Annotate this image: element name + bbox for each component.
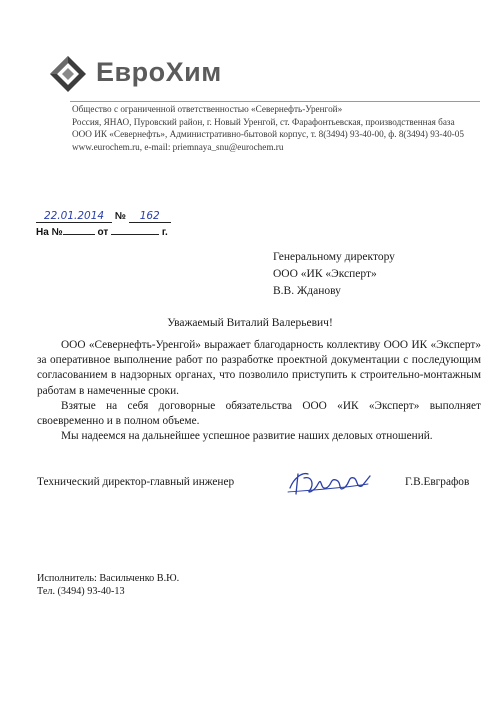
letter-body [37,338,481,444]
year-label: г. [161,227,168,238]
in-reply-label: На № [36,227,63,238]
letterhead-divider [70,101,480,102]
body-paragraph: ООО «Севернефть-Уренгой» выражает благодарность коллективу ООО ИК «Эксперт» за оперативное выполнение работ по разработке проектной документации с последующим согласованием в надзорных органах, что позволило приступить к строительно-монтажным работам в намеченные сроки. [37,339,481,397]
signatory-name: Г.В.Евграфов [405,476,470,488]
company-web-line: www.eurochem.ru, e-mail: priemnaya_snu@eurochem.ru [72,141,284,152]
addressee-name: В.В. Жданову [273,285,341,297]
number-sign: № [114,211,126,222]
body-paragraph: Взятые на себя договорные обязательства ООО «ИК «Эксперт» выполняет своевременно и в полном объеме. [37,399,481,428]
eurochem-logo-icon [48,54,88,94]
company-name-line: Общество с ограниченной ответственностью «Севернефть-Уренгой» [72,104,343,114]
outgoing-date: 22.01.2014 [36,210,112,223]
addressee-company: ООО «ИК «Эксперт» [273,268,377,280]
logo-wordmark: ЕвроХим [96,57,222,87]
salutation: Уважаемый Виталий Валерьевич! [167,317,333,329]
outgoing-reference [36,210,171,238]
body-paragraph: Мы надеемся на дальнейшее успешное развитие наших деловых отношений. [61,430,433,443]
executor-phone: Тел. (3494) 93-40-13 [37,586,125,597]
outgoing-date-row [36,210,171,223]
handwritten-signature [284,466,374,498]
addressee-position: Генеральному директору [273,251,395,263]
company-contacts-line: ООО ИК «Севернефть», Административно-бытовой корпус, т. 8(3494) 93-40-00, ф. 8(3494) 93-40-05 [72,129,464,139]
executor-name: Исполнитель: Васильченко В.Ю. [37,573,180,584]
from-label: от [97,227,109,238]
company-address-line: Россия, ЯНАО, Пуровский район, г. Новый Уренгой, ст. Фарафонтьевская, производственная база [72,116,455,127]
in-reply-row [36,227,171,238]
outgoing-number: 162 [129,210,171,223]
signatory-position: Технический директор-главный инженер [37,476,235,488]
